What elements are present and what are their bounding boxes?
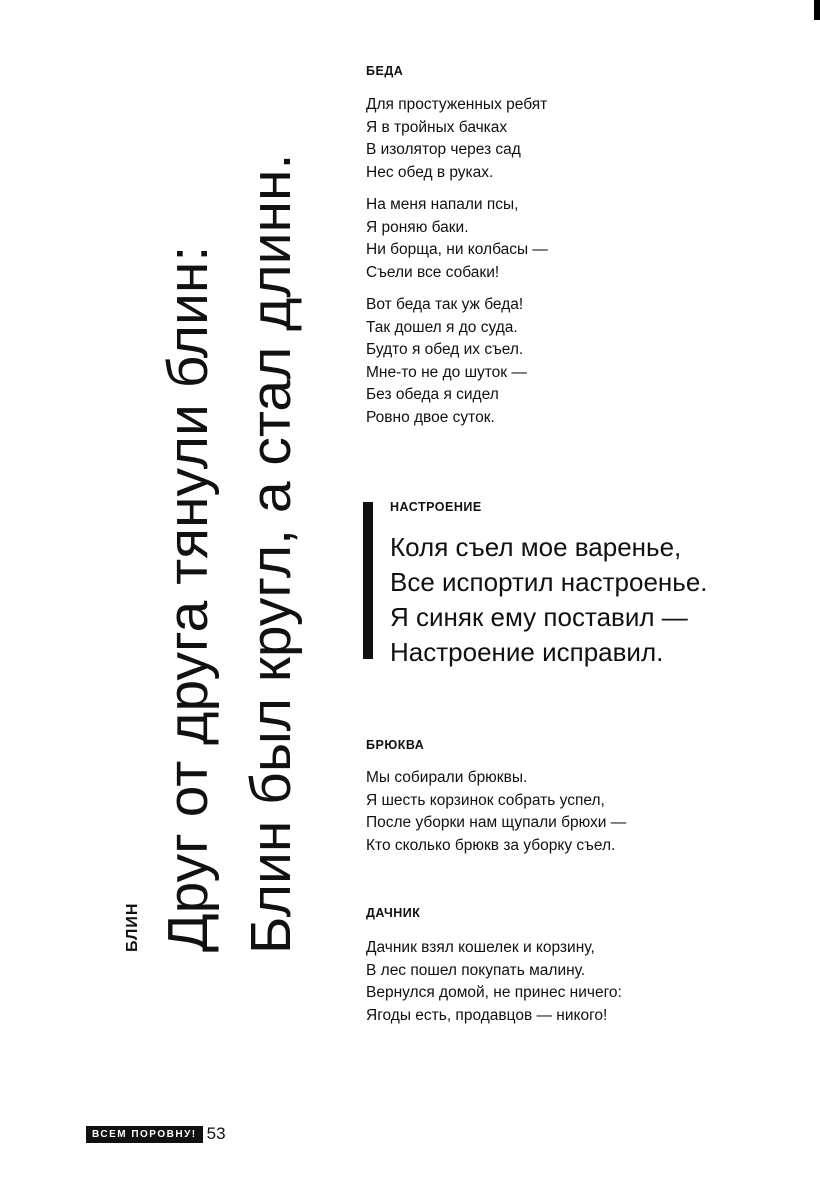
verse-line: Ни борща, ни колбасы —	[366, 241, 548, 258]
verse-line: Ягоды есть, продавцов — никого!	[366, 1006, 608, 1024]
verse-line: Съели все собаки!	[366, 263, 500, 281]
verse-line: Все испортил настроенье.	[390, 567, 708, 597]
page-number: 53	[206, 1124, 226, 1143]
verse-line: Дачник взял кошелек и корзину,	[366, 939, 595, 956]
poem-blin-line-2: Блин был кругл, а стал длинн.	[239, 153, 303, 954]
quote-bar	[363, 502, 373, 659]
verse-line: Будто я обед их съел.	[366, 341, 524, 358]
poem-title-blin: БЛИН	[124, 902, 141, 952]
poem-nastroenie	[390, 530, 708, 670]
verse-line: Нес обед в руках.	[366, 163, 494, 181]
page-edge-mark	[814, 0, 820, 20]
poem-dachnik	[366, 937, 622, 1027]
poem-bryukva	[366, 767, 626, 857]
verse-line: Я в тройных бачках	[366, 118, 508, 136]
poem-title-beda: БЕДА	[366, 64, 404, 78]
verse-line: Кто сколько брюкв за уборку съел.	[366, 836, 616, 854]
poem-beda	[366, 94, 548, 429]
poem-title-nastroenie: НАСТРОЕНИЕ	[390, 500, 482, 514]
verse-line: Без обеда я сидел	[366, 386, 499, 403]
verse-line: После уборки нам щупали брюхи —	[366, 814, 627, 831]
section-badge: ВСЕМ ПОРОВНУ!	[86, 1126, 203, 1143]
verse-line: Я синяк ему поставил —	[390, 602, 688, 632]
verse-line: Я роняю баки.	[366, 218, 469, 236]
page-footer	[86, 1124, 226, 1144]
verse-line: Настроение исправил.	[390, 637, 664, 667]
verse-line: Вот беда так уж беда!	[366, 296, 524, 313]
verse-line: Так дошел я до суда.	[366, 318, 518, 336]
verse-line: Мы собирали брюквы.	[366, 769, 528, 786]
verse-line: Мне-то не до шуток —	[366, 363, 527, 381]
stanza	[366, 194, 548, 284]
poem-blin-line-1: Друг от друга тянули блин:	[156, 245, 220, 952]
stanza	[366, 294, 548, 429]
verse-line: Коля съел мое варенье,	[390, 532, 682, 562]
verse-line: В изолятор через сад	[366, 141, 521, 158]
verse-line: Я шесть корзинок собрать успел,	[366, 791, 605, 809]
verse-line: Ровно двое суток.	[366, 408, 495, 426]
verse-line: На меня напали псы,	[366, 196, 519, 213]
poem-title-bryukva: БРЮКВА	[366, 738, 425, 752]
stanza	[366, 94, 548, 184]
verse-line: Вернулся домой, не принес ничего:	[366, 984, 622, 1001]
verse-line: В лес пошел покупать малину.	[366, 961, 586, 979]
poem-title-dachnik: ДАЧНИК	[366, 906, 421, 920]
verse-line: Для простуженных ребят	[366, 96, 548, 113]
